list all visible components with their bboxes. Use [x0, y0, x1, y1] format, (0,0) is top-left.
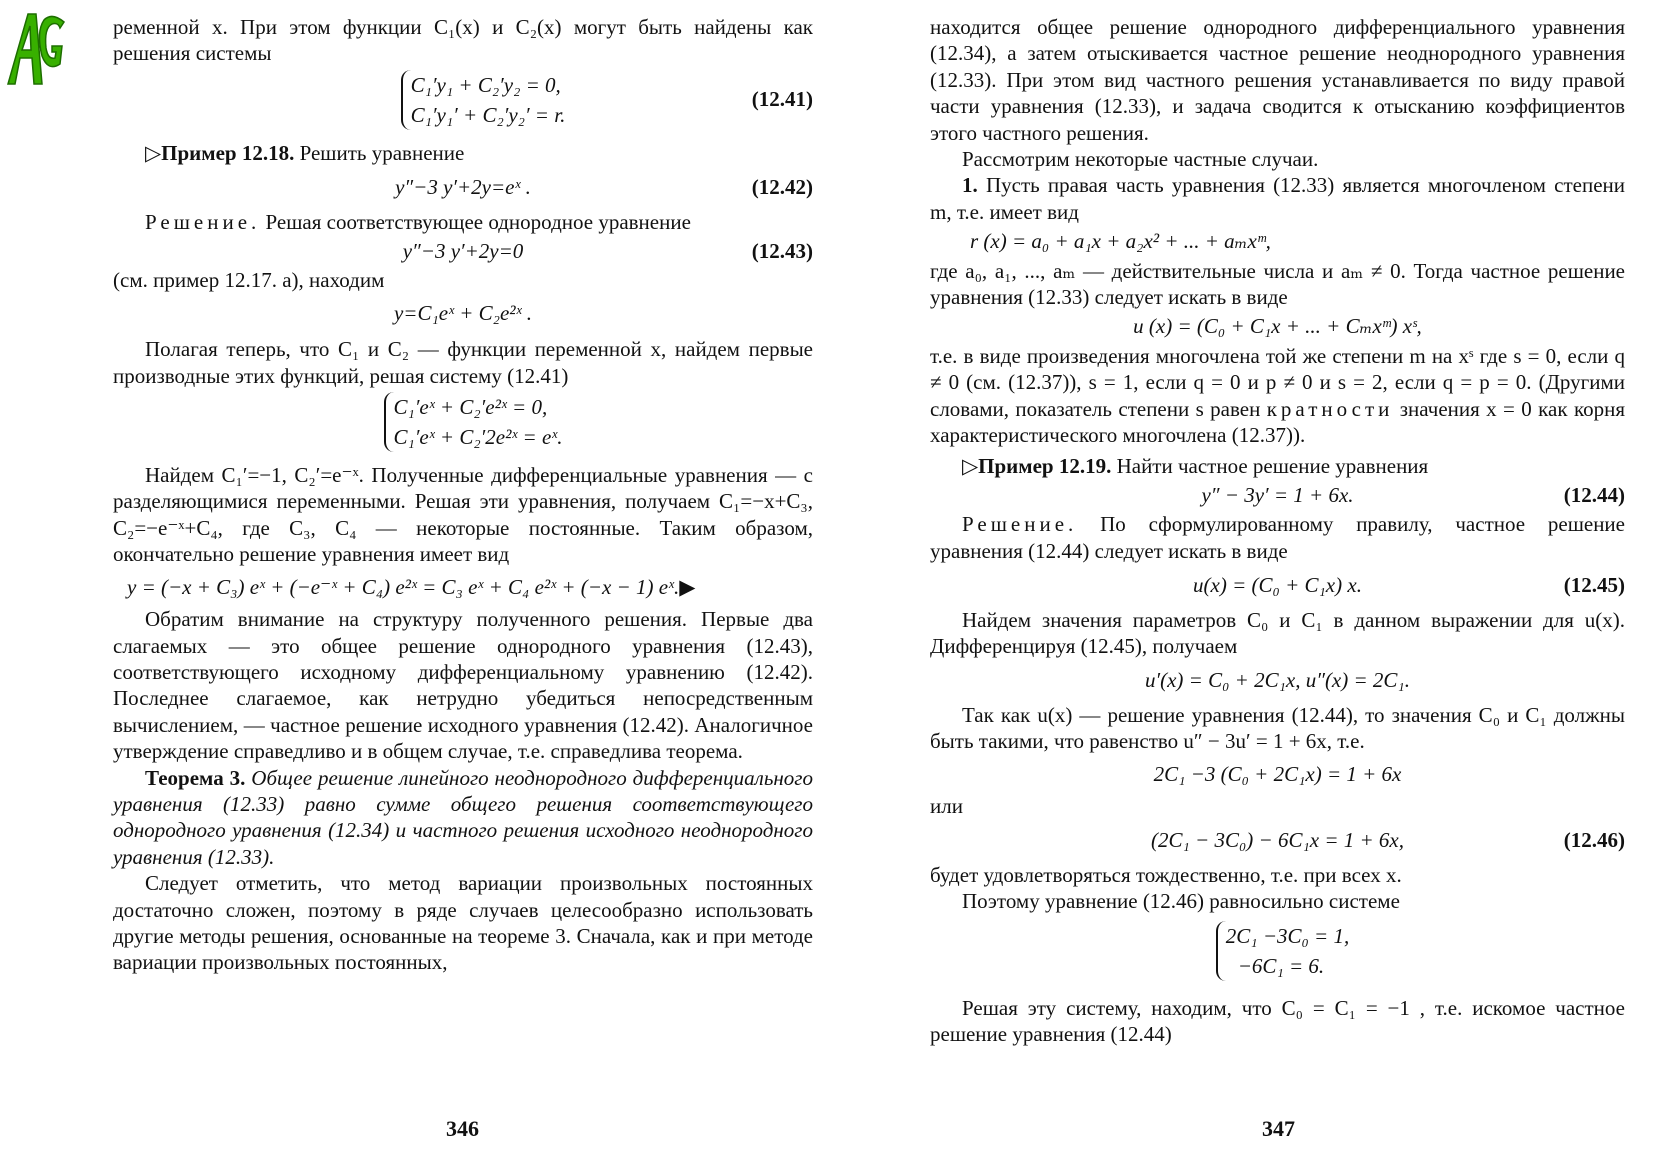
sys-line: C₁′eˣ + C₂′2e²ˣ = eˣ.	[393, 425, 563, 450]
paragraph: Полагая теперь, что C₁ и C₂ — функции переменной x, найдем первые производные этих функций, решая систему (12.41)	[113, 337, 813, 388]
paragraph-part: т.е. в виде произведения многочлена той же степени m на xˢ где s = 0, если q ≠ 0 (см. (12.37)), s = 1, если q = 0 и p ≠ 0 и s = 2, если q = p = 0. (Другими словами, показатель степени s равен	[930, 343, 1625, 421]
paragraph: Найдем значения параметров C₀ и C₁ в данном выражении для u(x). Дифференцируя (12.45), получаем	[930, 607, 1625, 658]
text-line: (см. пример 12.17. а), находим	[113, 268, 385, 293]
solution-text: По сформулированному правилу, частное решение уравнения (12.44) следует искать в виде	[930, 512, 1625, 563]
example-text: Найти частное решение уравнения	[1111, 453, 1429, 478]
equation-text: (2C₁ − 3C₀) − 6C₁x = 1 + 6x,	[1151, 828, 1404, 853]
equation-text: y″ − 3y′ = 1 + 6x.	[1201, 482, 1354, 507]
equation-1246	[930, 827, 1625, 853]
sys-line: C₁′y₁ + C₂′y₂ = 0,	[410, 72, 561, 97]
paragraph: Так как u(x) — решение уравнения (12.44), то значения C₀ и C₁ должны быть такими, что равенство u″ − 3u′ = 1 + 6x, т.е.	[930, 702, 1625, 754]
example-text: Решить уравнение	[294, 140, 465, 165]
solution-label: Решение.	[145, 209, 261, 234]
equation-r: r (x) = a₀ + a₁x + a₂x² + ... + aₘxᵐ,	[970, 229, 1271, 254]
equation-1244	[930, 482, 1625, 508]
paragraph: Следует отметить, что метод вариации произвольных постоянных достаточно сложен, поэтому в ряде случаев целесообразно использовать другие методы решения, основанные на теореме 3. Сначала, как и при методе вариации произвольных постоянных,	[113, 871, 813, 975]
equation-number: (12.41)	[751, 86, 813, 111]
equation-number: (12.43)	[751, 239, 813, 264]
paragraph: будет удовлетворяться тождественно, т.е. при всех x.	[930, 862, 1402, 887]
paragraph: Рассмотрим некоторые частные случаи.	[962, 147, 1319, 172]
equation-number: (12.45)	[1563, 573, 1625, 598]
case-text: Пусть правая часть уравнения (12.33) является многочленом степени m, т.е. имеет вид	[930, 173, 1625, 224]
case-number: 1.	[962, 173, 978, 198]
equation-system-3	[930, 921, 1625, 985]
solution-label: Решение.	[962, 512, 1078, 537]
paragraph: Решая эту систему, находим, что C₀ = C₁ = −1 , т.е. искомое частное решение уравнения (12.44)	[930, 995, 1625, 1046]
equation-substitution: 2C₁ −3 (C₀ + 2C₁x) = 1 + 6x	[1153, 761, 1402, 786]
equation-text: y″−3 y′+2y=eˣ .	[395, 175, 531, 200]
paragraph: Обратим внимание на структуру полученного решения. Первые два слагаемых — это общее решение однородного уравнения (12.43), соответствующего исходному дифференциальному уравнению (12.42). Последнее слагаемое, как нетрудно убедиться непосредственным вычислением, — частное решение исходного уравнения (12.42). Аналогичное утверждение справедливо и в общем случае, т.е. справедлива теорема.	[113, 607, 813, 764]
equation-1242	[113, 174, 813, 200]
text-line: ременной x. При этом функции C₁(x) и C₂(x) могут быть найдены как решения системы	[113, 15, 813, 66]
page-number-right: 347	[1262, 1116, 1295, 1141]
equation-text: u(x) = (C₀ + C₁x) x.	[1193, 573, 1362, 598]
paragraph: Поэтому уравнение (12.46) равносильно системе	[962, 889, 1400, 914]
sys-line: 2C₁ −3C₀ = 1,	[1225, 923, 1350, 948]
paragraph: где a₀, a₁, ..., aₘ — действительные числа и aₘ ≠ 0. Тогда частное решение уравнения (12.33) следует искать в виде	[930, 258, 1625, 310]
equation-u: u (x) = (C₀ + C₁x + ... + Cₘxᵐ) xˢ,	[1133, 314, 1422, 339]
solution-text: Решая соответствующее однородное уравнение	[260, 209, 691, 234]
ag-logo	[2, 6, 68, 90]
example-heading: ▷Пример 12.18.	[145, 140, 295, 165]
page-right	[930, 14, 1625, 1047]
equation-system-2	[113, 392, 813, 454]
final-solution: y = (−x + C₃) eˣ + (−e⁻ˣ + C₄) e²ˣ = C₃ eˣ + C₄ e²ˣ + (−x − 1) eˣ.▶	[127, 574, 696, 599]
paragraph-part: значения x = 0 как корня характеристического многочлена (12.37)).	[930, 396, 1625, 448]
paragraph: Найдем C₁′=−1, C₂′=e⁻ˣ. Полученные дифференциальные уравнения — с разделяющимися переменными. Решая эти уравнения, получаем C₁=−x+C₃, C₂=−e⁻ˣ+C₄, где C₃, C₄ — некоторые постоянные. Таким образом, окончательно решение уравнения имеет вид	[113, 463, 813, 567]
theorem-heading: Теорема 3.	[145, 765, 246, 790]
spaced-word: кратности	[1266, 396, 1394, 421]
sys-line: −6C₁ = 6.	[1237, 953, 1325, 978]
page-number-left: 346	[446, 1116, 479, 1141]
equation-system-1241	[113, 70, 813, 134]
text-line: или	[930, 793, 963, 818]
general-solution: y=C₁eˣ + C₂e²ˣ .	[393, 300, 533, 325]
paragraph: находится общее решение однородного дифференциального уравнения (12.34), а затем отыскивается частное решение неоднородного уравнения (12.33). При этом вид частного решения устанавливается по виду правой части уравнения (12.33), и задача сводится к отысканию коэффициентов этого частного решения.	[930, 15, 1625, 145]
example-heading: ▷Пример 12.19.	[962, 453, 1112, 478]
sys-line: C₁′eˣ + C₂′e²ˣ = 0,	[393, 395, 548, 420]
theorem-text: Общее решение линейного неоднородного дифференциального уравнения (12.33) равно сумме общего решения соответствующего однородного уравнения (12.34) и частного решения исходного неоднородного уравнения (12.33).	[113, 765, 813, 869]
equation-number: (12.42)	[751, 175, 813, 200]
page-left	[113, 14, 813, 976]
sys-line: C₁′y₁′ + C₂′y₂′ = r.	[410, 102, 566, 127]
equation-1243	[113, 238, 813, 264]
equation-number: (12.44)	[1563, 482, 1625, 507]
equation-text: y″−3 y′+2y=0	[402, 239, 524, 264]
equation-derivatives: u′(x) = C₀ + 2C₁x, u″(x) = 2C₁.	[1145, 668, 1410, 693]
equation-1245	[930, 572, 1625, 598]
equation-number: (12.46)	[1563, 828, 1625, 853]
